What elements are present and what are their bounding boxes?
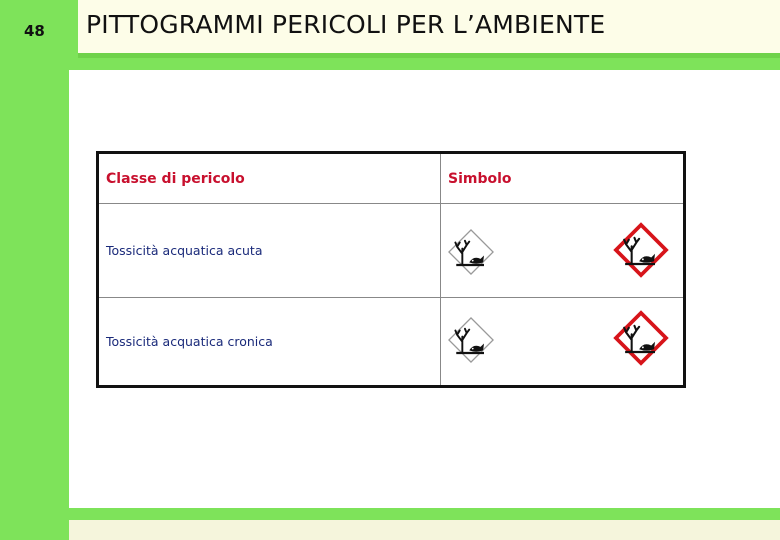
table-row	[99, 204, 683, 298]
table-row	[99, 298, 683, 385]
class-cell	[99, 298, 441, 385]
ghs09-environment-icon	[613, 222, 669, 278]
header-symbol-cell	[441, 154, 683, 203]
header-class-cell	[99, 154, 441, 203]
environment-diamond-icon	[445, 226, 497, 278]
bottom-strip	[69, 520, 780, 540]
symbol-cell	[441, 204, 683, 297]
header-class-label: Classe di pericolo	[106, 170, 245, 187]
hazard-table	[96, 151, 686, 388]
table-header-row	[99, 154, 683, 204]
ghs09-environment-icon	[613, 310, 669, 366]
page-title: PITTOGRAMMI PERICOLI PER L’AMBIENTE	[86, 10, 606, 39]
environment-diamond-icon	[445, 314, 497, 366]
symbol-cell	[441, 298, 683, 385]
class-label: Tossicità acquatica acuta	[106, 243, 263, 258]
header-symbol-label: Simbolo	[448, 170, 512, 187]
slide-number: 48	[24, 22, 45, 40]
class-label: Tossicità acquatica cronica	[106, 334, 273, 349]
title-underline	[78, 53, 780, 58]
class-cell	[99, 204, 441, 297]
